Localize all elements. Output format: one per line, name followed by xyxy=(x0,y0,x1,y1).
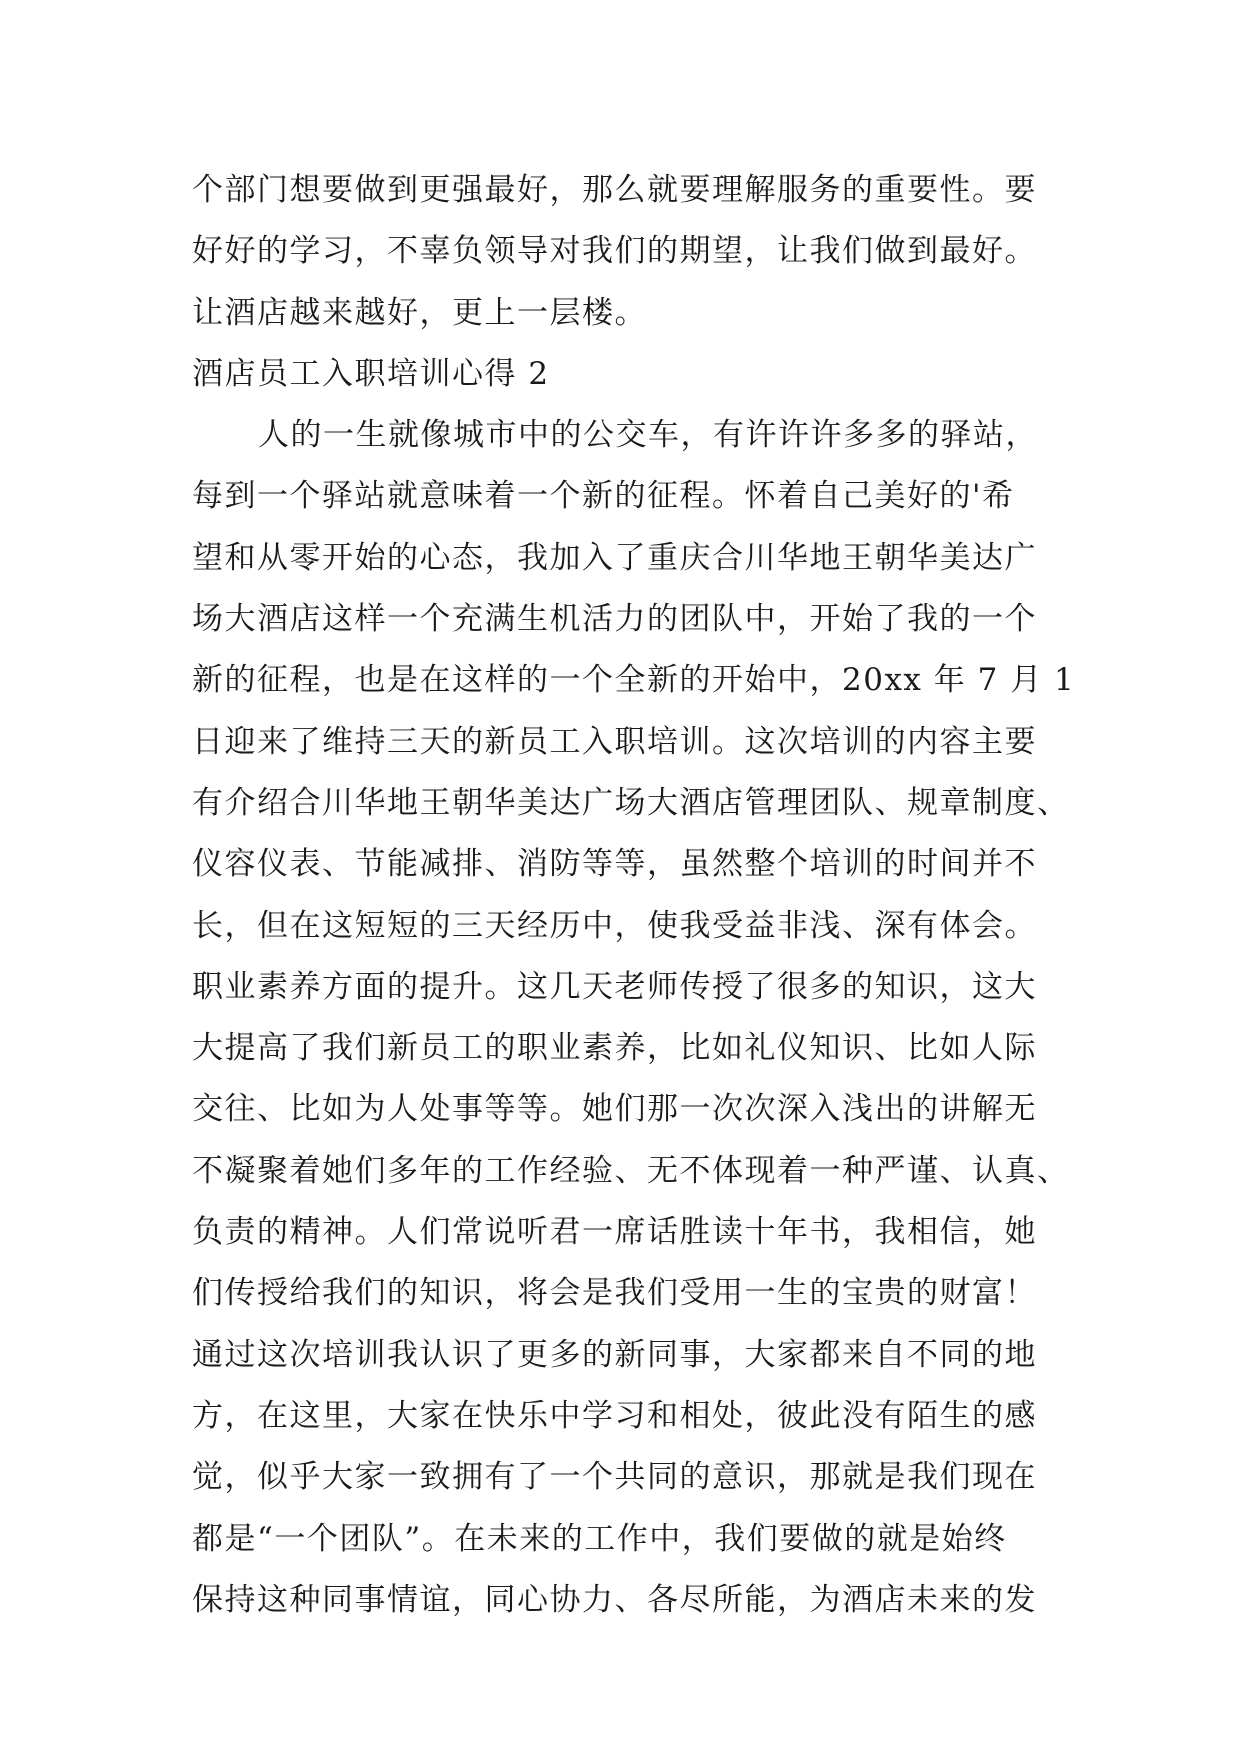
text-line: 方，在这里，大家在快乐中学习和相处，彼此没有陌生的感 xyxy=(192,1397,1037,1434)
text-line: 不凝聚着她们多年的工作经验、无不体现着一种严谨、认真、 xyxy=(192,1152,1070,1189)
text-line: 个部门想要做到更强最好，那么就要理解服务的重要性。要 xyxy=(192,172,1037,208)
text-line: 交往、比如为人处事等等。她们那一次次深入浅出的讲解无 xyxy=(192,1091,1037,1128)
text-line: 仪容仪表、节能减排、消防等等，虽然整个培训的时间并不 xyxy=(192,846,1037,883)
text-line: 负责的精神。人们常说听君一席话胜读十年书，我相信，她 xyxy=(192,1214,1037,1251)
text-line: 觉，似乎大家一致拥有了一个共同的意识，那就是我们现在 xyxy=(192,1459,1037,1496)
text-line: 场大酒店这样一个充满生机活力的团队中，开始了我的一个 xyxy=(192,601,1037,638)
section-heading: 酒店员工入职培训心得 2 xyxy=(192,355,550,392)
text-line: 保持这种同事情谊，同心协力、各尽所能，为酒店未来的发 xyxy=(192,1581,1037,1618)
text-line: 通过这次培训我认识了更多的新同事，大家都来自不同的地 xyxy=(192,1336,1037,1373)
text-line: 人的一生就像城市中的公交车，有许许许多多的驿站， xyxy=(258,417,1038,454)
text-line: 望和从零开始的心态，我加入了重庆合川华地王朝华美达广 xyxy=(192,539,1037,576)
text-line: 们传授给我们的知识，将会是我们受用一生的宝贵的财富！ xyxy=(192,1275,1037,1312)
text-line: 长，但在这短短的三天经历中，使我受益非浅、深有体会。 xyxy=(192,907,1037,944)
text-line: 每到一个驿站就意味着一个新的征程。怀着自己美好的'希 xyxy=(192,478,1015,515)
text-line: 大提高了我们新员工的职业素养，比如礼仪知识、比如人际 xyxy=(192,1030,1037,1067)
text-line: 有介绍合川华地王朝华美达广场大酒店管理团队、规章制度、 xyxy=(192,784,1070,821)
text-line: 日迎来了维持三天的新员工入职培训。这次培训的内容主要 xyxy=(192,723,1037,760)
text-line: 职业素养方面的提升。这几天老师传授了很多的知识，这大 xyxy=(192,968,1037,1005)
document-body xyxy=(192,160,1076,1631)
text-line: 都是“一个团队”。在未来的工作中，我们要做的就是始终 xyxy=(192,1520,1007,1557)
text-line: 让酒店越来越好，更上一层楼。 xyxy=(192,294,647,331)
text-line: 好好的学习，不辜负领导对我们的期望，让我们做到最好。 xyxy=(192,233,1037,270)
text-line: 新的征程，也是在这样的一个全新的开始中，20xx 年 7 月 1 xyxy=(192,662,1076,699)
